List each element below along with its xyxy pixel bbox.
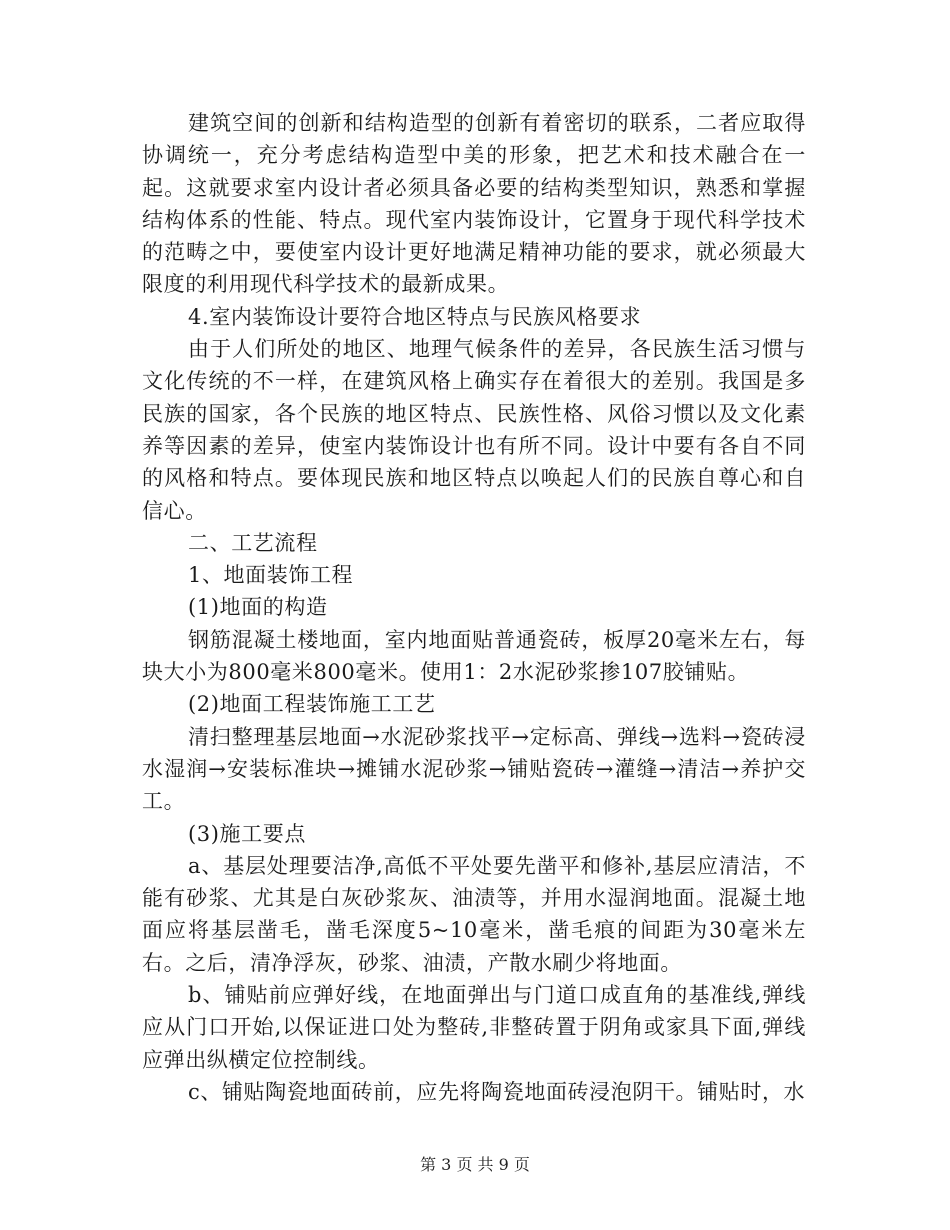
heading-regional-style: 4.室内装饰设计要符合地区特点与民族风格要求 [188,304,642,329]
heading-floor-process: (2)地面工程装饰施工工艺 [188,692,436,717]
heading-process-flow: 二、工艺流程 [188,530,318,555]
heading-construction-points: (3)施工要点 [188,821,306,846]
page-number-footer: 第 3 页 共 9 页 [420,1155,530,1174]
document-body [142,107,806,1108]
paragraph-floor-structure: 钢筋混凝土楼地面，室内地面贴普通瓷砖，板厚20毫米左右，每块大小为800毫米800毫米。使用1：2水泥砂浆掺107胶铺贴。 [142,627,806,685]
paragraph-structure-innovation: 建筑空间的创新和结构造型的创新有着密切的联系，二者应取得协调统一，充分考虑结构造型中美的形象，把艺术和技术融合在一起。这就要求室内设计者必须具备必要的结构类型知识，熟悉和掌握结构体系的性能、特点。现代室内装饰设计，它置身于现代科学技术的范畴之中，要使室内设计更好地满足精神功能的要求，就必须最大限度的利用现代科学技术的最新成果。 [142,111,806,297]
paragraph-point-b: b、铺贴前应弹好线，在地面弹出与门道口成直角的基准线,弹线应从门口开始,以保证进口处为整砖,非整砖置于阴角或家具下面,弹线应弹出纵横定位控制线。 [142,983,806,1072]
heading-floor-structure: (1)地面的构造 [188,595,328,620]
paragraph-floor-process: 清扫整理基层地面→水泥砂浆找平→定标高、弹线→选料→瓷砖浸水湿润→安装标准块→摊铺水泥砂浆→铺贴瓷砖→灌缝→清洁→养护交工。 [142,724,806,814]
heading-floor-decoration: 1、地面装饰工程 [188,563,354,588]
paragraph-regional-style: 由于人们所处的地区、地理气候条件的差异，各民族生活习惯与文化传统的不一样，在建筑风格上确实存在着很大的差别。我国是多民族的国家，各个民族的地区特点、民族性格、风俗习惯以及文化素养等因素的差异，使室内装饰设计也有所不同。设计中要有各自不同的风格和特点。要体现民族和地区特点以唤起人们的民族自尊心和自信心。 [142,337,806,523]
paragraph-point-c: c、铺贴陶瓷地面砖前，应先将陶瓷地面砖浸泡阴干。铺贴时，水 [188,1079,806,1104]
paragraph-point-a: a、基层处理要洁净,高低不平处要先凿平和修补,基层应清洁，不能有砂浆、尤其是白灰砂浆灰、油渍等，并用水湿润地面。混凝土地面应将基层凿毛，凿毛深度5~10毫米，凿毛痕的间距为30毫米左右。之后，清净浮灰，砂浆、油渍，产散水刷少将地面。 [142,853,806,975]
